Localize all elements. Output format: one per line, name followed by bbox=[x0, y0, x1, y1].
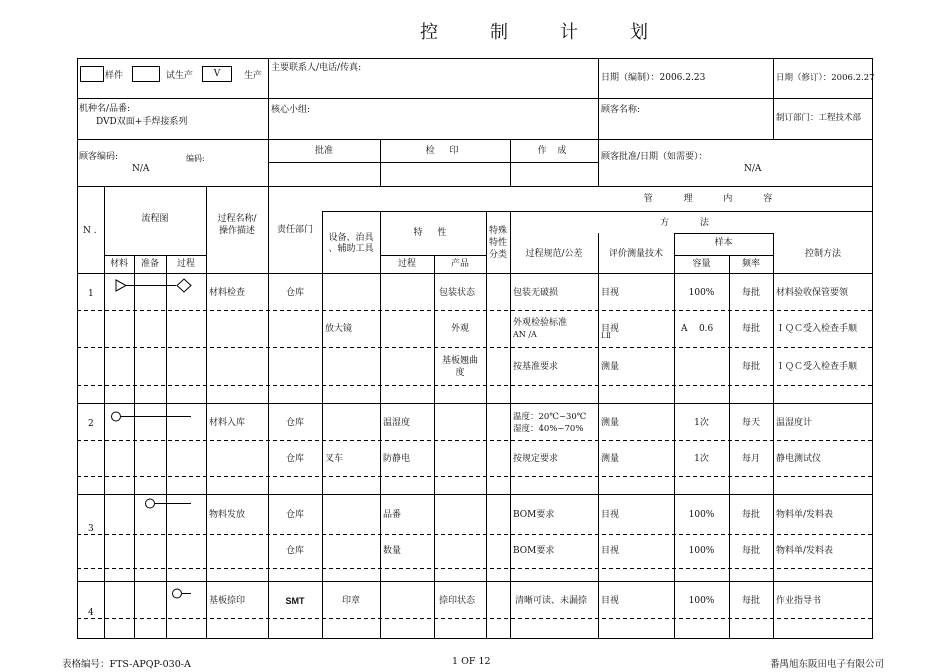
col-eval: 评价测量技术 bbox=[608, 249, 663, 259]
equipment: 放大镜 bbox=[325, 324, 353, 334]
eval: 目视 bbox=[601, 596, 620, 606]
dept: 仓库 bbox=[285, 288, 304, 298]
frequency: 每批 bbox=[741, 510, 760, 520]
eval: 目视 bbox=[601, 288, 620, 298]
spec: BOM要求 bbox=[513, 510, 555, 520]
col-dept: 责任部门 bbox=[276, 225, 313, 235]
approve-label: 批准 bbox=[314, 146, 333, 156]
col-management: 管 理 内 容 bbox=[643, 194, 787, 204]
contact-label: 主要联系人/电话/传真: bbox=[271, 63, 362, 73]
circle-symbol bbox=[112, 412, 121, 421]
model-label: 机种名/品番: bbox=[79, 104, 131, 114]
col-method: 方 法 bbox=[660, 218, 723, 228]
col-characteristic: 特 性 bbox=[413, 228, 453, 238]
production-checkbox[interactable]: V bbox=[202, 66, 232, 82]
dept: SMT bbox=[285, 596, 305, 606]
customer-name-label: 顾客名称: bbox=[601, 105, 641, 115]
process-char: 温湿度 bbox=[383, 418, 411, 428]
process-char: 防静电 bbox=[383, 454, 411, 464]
col-flow: 流程图 bbox=[141, 214, 169, 224]
footer-page: 1 OF 12 bbox=[452, 656, 491, 667]
triangle-symbol bbox=[116, 280, 126, 291]
control: ＩＱＣ受入检查手顺 bbox=[776, 324, 858, 334]
capacity: 1次 bbox=[694, 418, 709, 428]
equipment: 印章 bbox=[341, 596, 360, 606]
product-char: 外观 bbox=[451, 324, 470, 334]
control: 作业指导书 bbox=[776, 596, 822, 606]
frequency: 每批 bbox=[741, 546, 760, 556]
spec: 清晰可读、未漏捺 bbox=[515, 596, 588, 606]
process-name: 基板捺印 bbox=[209, 596, 246, 606]
control: 物料单/发料表 bbox=[776, 510, 834, 520]
capacity: 100% bbox=[688, 596, 715, 606]
product-char: 基板翘曲 bbox=[441, 356, 478, 366]
group-no: 3 bbox=[88, 524, 94, 534]
customer-approval-value: N/A bbox=[744, 164, 762, 174]
col-process-desc: 操作描述 bbox=[218, 226, 255, 236]
dept-label: 制订部门：工程技术部 bbox=[776, 113, 862, 123]
trial-checkbox[interactable] bbox=[132, 66, 160, 82]
footer-company: 番禺旭东阪田电子有限公司 bbox=[770, 659, 885, 670]
col-special-2: 特性 bbox=[488, 238, 507, 248]
diamond-symbol bbox=[177, 279, 191, 292]
col-special-1: 特殊 bbox=[488, 226, 507, 236]
model-value: DVD双面+手焊接系列 bbox=[96, 117, 188, 127]
col-frequency: 频率 bbox=[741, 259, 760, 269]
eval: 测量 bbox=[601, 454, 620, 464]
capacity: A 0.6 bbox=[681, 324, 714, 334]
code-label: 编码: bbox=[186, 154, 205, 163]
spec: 外观检验标准 bbox=[513, 318, 568, 328]
group-no: 1 bbox=[88, 289, 94, 299]
process-char: 品番 bbox=[383, 510, 402, 520]
sample-checkbox[interactable] bbox=[80, 66, 104, 82]
col-sample: 样本 bbox=[714, 238, 733, 248]
customer-approval-label: 顾客批准/日期（如需要）： bbox=[601, 152, 708, 162]
capacity: 100% bbox=[688, 288, 715, 298]
capacity: 100% bbox=[688, 546, 715, 556]
eval: 测量 bbox=[601, 418, 620, 428]
frequency: 每月 bbox=[741, 454, 760, 464]
frequency: 每批 bbox=[741, 362, 760, 372]
trial-label: 试生产 bbox=[166, 71, 194, 81]
col-char-product: 产品 bbox=[450, 259, 469, 269]
capacity: 1次 bbox=[694, 454, 709, 464]
control: 温湿度计 bbox=[776, 418, 813, 428]
make-label: 作 成 bbox=[537, 146, 571, 156]
spec: 包装无破损 bbox=[513, 288, 559, 298]
core-team-label: 核心小组: bbox=[271, 105, 311, 115]
product-char-2: 度 bbox=[455, 368, 465, 378]
frequency: 每批 bbox=[741, 596, 760, 606]
col-process: 过程 bbox=[176, 259, 195, 269]
eval-2: Ⅰ.Ⅱ bbox=[601, 332, 611, 340]
eval: 目视 bbox=[601, 546, 620, 556]
spec: 按基准要求 bbox=[513, 362, 559, 372]
col-special-3: 分类 bbox=[488, 250, 507, 260]
col-no: N . bbox=[83, 226, 97, 236]
col-material: 材料 bbox=[109, 259, 128, 269]
spec-2: AN /A bbox=[513, 330, 537, 339]
col-capacity: 容量 bbox=[692, 259, 711, 269]
page-title: 控制计划 bbox=[420, 22, 700, 43]
flowchart-symbols bbox=[112, 279, 192, 598]
product-char: 包装状态 bbox=[439, 288, 476, 298]
col-process-name: 过程名称/ bbox=[217, 214, 257, 224]
group-no: 4 bbox=[88, 608, 94, 618]
dept: 仓库 bbox=[285, 418, 304, 428]
customer-code-label: 顾客编码: bbox=[79, 152, 119, 162]
process-name: 物料发放 bbox=[209, 510, 246, 520]
dept: 仓库 bbox=[285, 510, 304, 520]
frequency: 每天 bbox=[741, 418, 760, 428]
spec: 按规定要求 bbox=[513, 454, 559, 464]
col-equipment-2: 、辅助工具 bbox=[328, 244, 374, 254]
frequency: 每批 bbox=[741, 288, 760, 298]
group-no: 2 bbox=[88, 419, 94, 429]
dept: 仓库 bbox=[285, 454, 304, 464]
date-compiled: 日期（编制）：2006.2.23 bbox=[601, 73, 706, 83]
control: 材料验收保管要领 bbox=[776, 288, 849, 298]
frequency: 每批 bbox=[741, 324, 760, 334]
process-char: 数量 bbox=[383, 546, 402, 556]
spec-2: 湿度：40%~70% bbox=[513, 424, 584, 434]
col-equipment: 设备、治具 bbox=[328, 233, 374, 243]
process-name: 材料检查 bbox=[209, 288, 246, 298]
spec: BOM要求 bbox=[513, 546, 555, 556]
customer-code-value: N/A bbox=[132, 164, 150, 174]
col-char-process: 过程 bbox=[397, 259, 416, 269]
eval: 目视 bbox=[601, 510, 620, 520]
control: 静电测试仪 bbox=[776, 454, 822, 464]
control: 物料单/发料表 bbox=[776, 546, 834, 556]
eval: 测量 bbox=[601, 362, 620, 372]
footer-form-no: 表格编号：FTS-APQP-030-A bbox=[62, 659, 191, 670]
col-control: 控制方法 bbox=[804, 249, 841, 259]
spec: 温度：20℃~30℃ bbox=[513, 412, 587, 422]
col-spec: 过程规范/公差 bbox=[525, 249, 583, 259]
seal-label: 检 印 bbox=[425, 146, 465, 156]
date-revised: 日期（修订）：2006.2.27 bbox=[776, 73, 875, 83]
control: ＩＱＣ受入检查手顺 bbox=[776, 362, 858, 372]
col-prepare: 准备 bbox=[140, 259, 159, 269]
sample-label: 样件 bbox=[105, 71, 124, 81]
equipment: 叉车 bbox=[325, 454, 344, 464]
capacity: 100% bbox=[688, 510, 715, 520]
dept: 仓库 bbox=[285, 546, 304, 556]
product-char: 捺印状态 bbox=[439, 596, 476, 606]
eval: 目视 bbox=[601, 324, 620, 334]
process-name: 材料入库 bbox=[209, 418, 246, 428]
production-label: 生产 bbox=[244, 71, 263, 81]
